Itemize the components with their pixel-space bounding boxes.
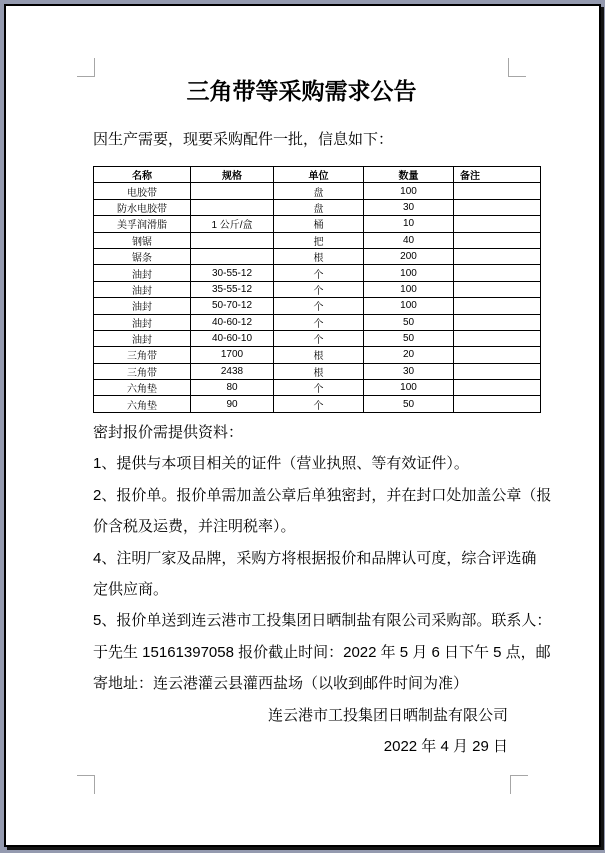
signature-line: 连云港市工投集团日晒制盐有限公司 — [267, 706, 508, 724]
cell-name: 油封 — [94, 314, 191, 330]
table-row — [94, 380, 541, 396]
cell-unit: 盘 — [274, 199, 364, 215]
cell-remark — [454, 380, 541, 396]
cell-spec — [191, 248, 274, 264]
intro-text: 因生产需要，现要采购配件一批，信息如下： — [93, 131, 394, 148]
cell-remark — [454, 396, 541, 412]
cell-remark — [454, 281, 541, 297]
cell-remark — [454, 298, 541, 314]
cell-unit: 个 — [274, 298, 364, 314]
cell-qty: 100 — [364, 281, 454, 297]
cell-unit: 桶 — [274, 216, 364, 232]
cell-name: 油封 — [94, 281, 191, 297]
table-header-row — [94, 167, 541, 183]
cell-spec: 90 — [191, 396, 274, 412]
cell-name: 油封 — [94, 265, 191, 281]
cell-remark — [454, 363, 541, 379]
cell-unit: 把 — [274, 232, 364, 248]
cell-unit: 个 — [274, 396, 364, 412]
table-row — [94, 347, 541, 363]
header-row — [94, 167, 541, 183]
cell-spec: 40-60-10 — [191, 330, 274, 346]
cell-remark — [454, 265, 541, 281]
cell-spec: 2438 — [191, 363, 274, 379]
cell-spec: 1700 — [191, 347, 274, 363]
item-5-line-1: 5、报价单送到连云港市工投集团日晒制盐有限公司采购部。联系人： — [93, 612, 552, 630]
cell-remark — [454, 216, 541, 232]
body-text-block — [93, 417, 552, 762]
cell-spec — [191, 183, 274, 199]
procurement-items-table — [93, 166, 541, 413]
column-header-name: 名称 — [94, 167, 191, 183]
cell-qty: 40 — [364, 232, 454, 248]
cell-unit: 根 — [274, 347, 364, 363]
item-5-line-3: 寄地址：连云港灌云县灌西盐场（以收到邮件时间为准） — [93, 675, 469, 693]
cell-spec: 30-55-12 — [191, 265, 274, 281]
cell-name: 油封 — [94, 298, 191, 314]
table-row — [94, 330, 541, 346]
column-header-spec: 规格 — [191, 167, 274, 183]
cell-spec — [191, 199, 274, 215]
table-row — [94, 363, 541, 379]
cell-spec: 40-60-12 — [191, 314, 274, 330]
cell-qty: 50 — [364, 396, 454, 412]
table-row — [94, 183, 541, 199]
cell-unit: 个 — [274, 330, 364, 346]
table-row — [94, 232, 541, 248]
table-row — [94, 314, 541, 330]
document-title: 三角带等采购需求公告 — [186, 78, 417, 104]
cell-remark — [454, 314, 541, 330]
cell-name: 六角垫 — [94, 396, 191, 412]
date-line: 2022 年 4 月 29 日 — [383, 737, 508, 755]
cell-name: 电胶带 — [94, 183, 191, 199]
table-row — [94, 396, 541, 412]
cell-spec: 50-70-12 — [191, 298, 274, 314]
item-5-line-2: 于先生 15161397058 报价截止时间：2022 年 5 月 6 日下午 5 点，邮 — [93, 643, 551, 661]
table-body — [94, 183, 541, 412]
cell-qty: 100 — [364, 183, 454, 199]
cell-unit: 盘 — [274, 183, 364, 199]
column-header-remark: 备注 — [454, 167, 541, 183]
cell-qty: 50 — [364, 314, 454, 330]
cell-name: 油封 — [94, 330, 191, 346]
table-row — [94, 199, 541, 215]
cell-remark — [454, 183, 541, 199]
margin-crop-mark-bottom-right — [510, 775, 528, 794]
cell-unit: 根 — [274, 248, 364, 264]
document-page — [4, 4, 601, 847]
cell-qty: 100 — [364, 265, 454, 281]
cell-spec: 35-55-12 — [191, 281, 274, 297]
cell-qty: 100 — [364, 298, 454, 314]
margin-crop-mark-top-right — [508, 58, 526, 77]
margin-crop-mark-bottom-left — [77, 775, 95, 794]
item-4-line-2: 定供应商。 — [93, 580, 169, 598]
cell-spec — [191, 232, 274, 248]
cell-unit: 个 — [274, 281, 364, 297]
cell-name: 三角带 — [94, 347, 191, 363]
cell-name: 三角带 — [94, 363, 191, 379]
cell-remark — [454, 330, 541, 346]
cell-remark — [454, 248, 541, 264]
item-1: 1、提供与本项目相关的证件（营业执照、等有效证件）。 — [93, 455, 469, 473]
column-header-unit: 单位 — [274, 167, 364, 183]
cell-qty: 200 — [364, 248, 454, 264]
cell-name: 美孚润滑脂 — [94, 216, 191, 232]
cell-spec: 1 公斤/盒 — [191, 216, 274, 232]
cell-qty: 30 — [364, 363, 454, 379]
cell-remark — [454, 199, 541, 215]
cell-unit: 根 — [274, 363, 364, 379]
cell-unit: 个 — [274, 380, 364, 396]
table-row — [94, 298, 541, 314]
cell-name: 钢锯 — [94, 232, 191, 248]
cell-unit: 个 — [274, 314, 364, 330]
table-row — [94, 265, 541, 281]
cell-qty: 100 — [364, 380, 454, 396]
cell-name: 防水电胶带 — [94, 199, 191, 215]
cell-qty: 30 — [364, 199, 454, 215]
cell-remark — [454, 347, 541, 363]
cell-qty: 20 — [364, 347, 454, 363]
table-row — [94, 281, 541, 297]
cell-unit: 个 — [274, 265, 364, 281]
table-row — [94, 248, 541, 264]
column-header-qty: 数量 — [364, 167, 454, 183]
item-2-line-2: 价含税及运费，并注明税率）。 — [93, 518, 296, 536]
cell-qty: 50 — [364, 330, 454, 346]
item-2-line-1: 2、报价单。报价单需加盖公章后单独密封，并在封口处加盖公章（报 — [93, 486, 552, 504]
cell-qty: 10 — [364, 216, 454, 232]
sealed-quote-heading: 密封报价需提供资料： — [93, 424, 244, 441]
table-row — [94, 216, 541, 232]
cell-remark — [454, 232, 541, 248]
cell-name: 六角垫 — [94, 380, 191, 396]
cell-spec: 80 — [191, 380, 274, 396]
cell-name: 锯条 — [94, 248, 191, 264]
item-4-line-1: 4、注明厂家及品牌，采购方将根据报价和品牌认可度，综合评选确 — [93, 549, 537, 567]
